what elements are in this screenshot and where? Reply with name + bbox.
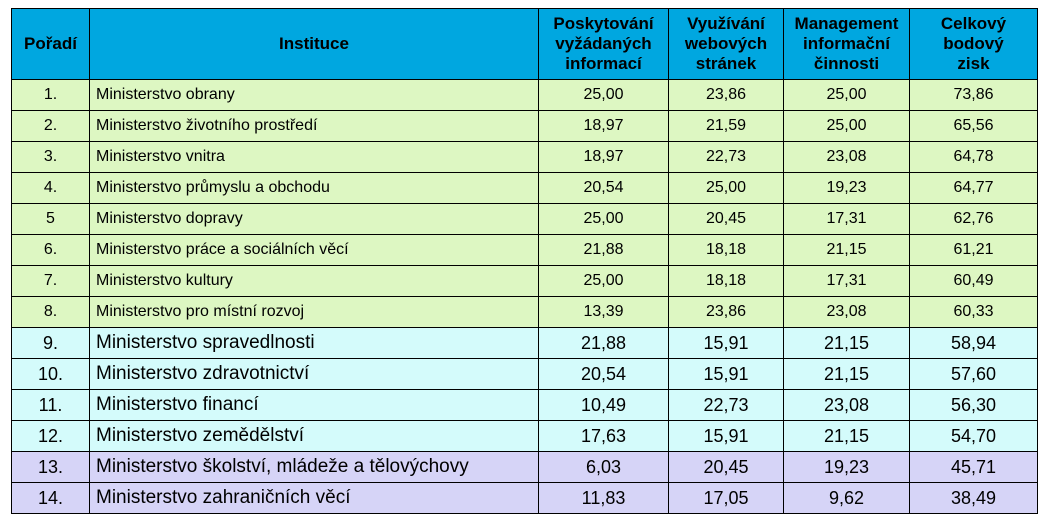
rank-cell: 7. — [12, 266, 90, 297]
info-cell: 20,54 — [539, 173, 669, 204]
info-cell: 17,63 — [539, 421, 669, 452]
institution-cell: Ministerstvo životního prostředí — [90, 111, 539, 142]
info-cell: 11,83 — [539, 483, 669, 514]
total-cell: 64,77 — [910, 173, 1038, 204]
info-cell: 25,00 — [539, 266, 669, 297]
web-cell: 23,86 — [669, 80, 784, 111]
rank-cell: 1. — [12, 80, 90, 111]
web-cell: 20,45 — [669, 452, 784, 483]
institution-cell: Ministerstvo práce a sociálních věcí — [90, 235, 539, 266]
header-line: bodový — [943, 34, 1004, 53]
header-line: Management — [794, 14, 899, 33]
header-total-score — [910, 9, 1038, 80]
rank-cell: 2. — [12, 111, 90, 142]
mgmt-cell: 23,08 — [784, 297, 910, 328]
table-row — [12, 452, 1038, 483]
web-cell: 25,00 — [669, 173, 784, 204]
total-cell: 38,49 — [910, 483, 1038, 514]
rank-cell: 6. — [12, 235, 90, 266]
header-line: informací — [565, 54, 642, 73]
institution-cell: Ministerstvo obrany — [90, 80, 539, 111]
table-row — [12, 390, 1038, 421]
header-row — [12, 9, 1038, 80]
header-line: zisk — [957, 54, 990, 73]
table-row — [12, 266, 1038, 297]
info-cell: 18,97 — [539, 142, 669, 173]
web-cell: 22,73 — [669, 142, 784, 173]
web-cell: 15,91 — [669, 359, 784, 390]
institution-cell: Ministerstvo dopravy — [90, 204, 539, 235]
mgmt-cell: 23,08 — [784, 142, 910, 173]
web-cell: 15,91 — [669, 328, 784, 359]
total-cell: 57,60 — [910, 359, 1038, 390]
header-web-usage — [669, 9, 784, 80]
total-cell: 62,76 — [910, 204, 1038, 235]
rank-cell: 14. — [12, 483, 90, 514]
rank-cell: 12. — [12, 421, 90, 452]
institution-cell: Ministerstvo průmyslu a obchodu — [90, 173, 539, 204]
info-cell: 21,88 — [539, 235, 669, 266]
web-cell: 22,73 — [669, 390, 784, 421]
table-row — [12, 421, 1038, 452]
mgmt-cell: 9,62 — [784, 483, 910, 514]
institution-cell: Ministerstvo zemědělství — [90, 421, 539, 452]
info-cell: 20,54 — [539, 359, 669, 390]
total-cell: 60,33 — [910, 297, 1038, 328]
header-line: Poskytování — [553, 14, 654, 33]
institution-cell: Ministerstvo pro místní rozvoj — [90, 297, 539, 328]
rank-cell: 10. — [12, 359, 90, 390]
header-line: stránek — [695, 54, 757, 73]
header-rank: Pořadí — [12, 9, 90, 80]
info-cell: 10,49 — [539, 390, 669, 421]
web-cell: 20,45 — [669, 204, 784, 235]
table-row — [12, 142, 1038, 173]
institution-cell: Ministerstvo vnitra — [90, 142, 539, 173]
mgmt-cell: 23,08 — [784, 390, 910, 421]
total-cell: 58,94 — [910, 328, 1038, 359]
rank-cell: 13. — [12, 452, 90, 483]
web-cell: 21,59 — [669, 111, 784, 142]
table-row — [12, 204, 1038, 235]
header-line: Celkový — [940, 14, 1007, 33]
info-cell: 6,03 — [539, 452, 669, 483]
info-cell: 18,97 — [539, 111, 669, 142]
header-line: webových — [684, 34, 768, 53]
rank-cell: 11. — [12, 390, 90, 421]
total-cell: 73,86 — [910, 80, 1038, 111]
info-cell: 13,39 — [539, 297, 669, 328]
table-row — [12, 80, 1038, 111]
institution-cell: Ministerstvo zdravotnictví — [90, 359, 539, 390]
mgmt-cell: 25,00 — [784, 80, 910, 111]
rank-cell: 3. — [12, 142, 90, 173]
header-line: informační — [803, 34, 890, 53]
web-cell: 23,86 — [669, 297, 784, 328]
total-cell: 45,71 — [910, 452, 1038, 483]
info-cell: 25,00 — [539, 204, 669, 235]
institution-cell: Ministerstvo financí — [90, 390, 539, 421]
table-row — [12, 173, 1038, 204]
total-cell: 61,21 — [910, 235, 1038, 266]
table-row — [12, 328, 1038, 359]
table-row — [12, 235, 1038, 266]
total-cell: 54,70 — [910, 421, 1038, 452]
web-cell: 17,05 — [669, 483, 784, 514]
ranking-table — [11, 8, 1038, 514]
header-info-management — [784, 9, 910, 80]
mgmt-cell: 19,23 — [784, 452, 910, 483]
header-line: vyžádaných — [555, 34, 652, 53]
rank-cell: 5 — [12, 204, 90, 235]
mgmt-cell: 21,15 — [784, 328, 910, 359]
institution-cell: Ministerstvo zahraničních věcí — [90, 483, 539, 514]
institution-cell: Ministerstvo školství, mládeže a tělovýchovy — [90, 452, 539, 483]
table-row — [12, 359, 1038, 390]
web-cell: 18,18 — [669, 235, 784, 266]
mgmt-cell: 19,23 — [784, 173, 910, 204]
mgmt-cell: 17,31 — [784, 266, 910, 297]
header-line: činnosti — [813, 54, 880, 73]
table-row — [12, 483, 1038, 514]
mgmt-cell: 21,15 — [784, 421, 910, 452]
table-row — [12, 111, 1038, 142]
info-cell: 25,00 — [539, 80, 669, 111]
web-cell: 15,91 — [669, 421, 784, 452]
total-cell: 56,30 — [910, 390, 1038, 421]
header-line: Využívání — [687, 14, 765, 33]
institution-cell: Ministerstvo kultury — [90, 266, 539, 297]
info-cell: 21,88 — [539, 328, 669, 359]
table-row — [12, 297, 1038, 328]
header-institution: Instituce — [90, 9, 539, 80]
total-cell: 64,78 — [910, 142, 1038, 173]
mgmt-cell: 21,15 — [784, 359, 910, 390]
institution-cell: Ministerstvo spravedlnosti — [90, 328, 539, 359]
mgmt-cell: 17,31 — [784, 204, 910, 235]
mgmt-cell: 25,00 — [784, 111, 910, 142]
rank-cell: 4. — [12, 173, 90, 204]
mgmt-cell: 21,15 — [784, 235, 910, 266]
header-info-requests — [539, 9, 669, 80]
rank-cell: 8. — [12, 297, 90, 328]
total-cell: 60,49 — [910, 266, 1038, 297]
total-cell: 65,56 — [910, 111, 1038, 142]
rank-cell: 9. — [12, 328, 90, 359]
web-cell: 18,18 — [669, 266, 784, 297]
